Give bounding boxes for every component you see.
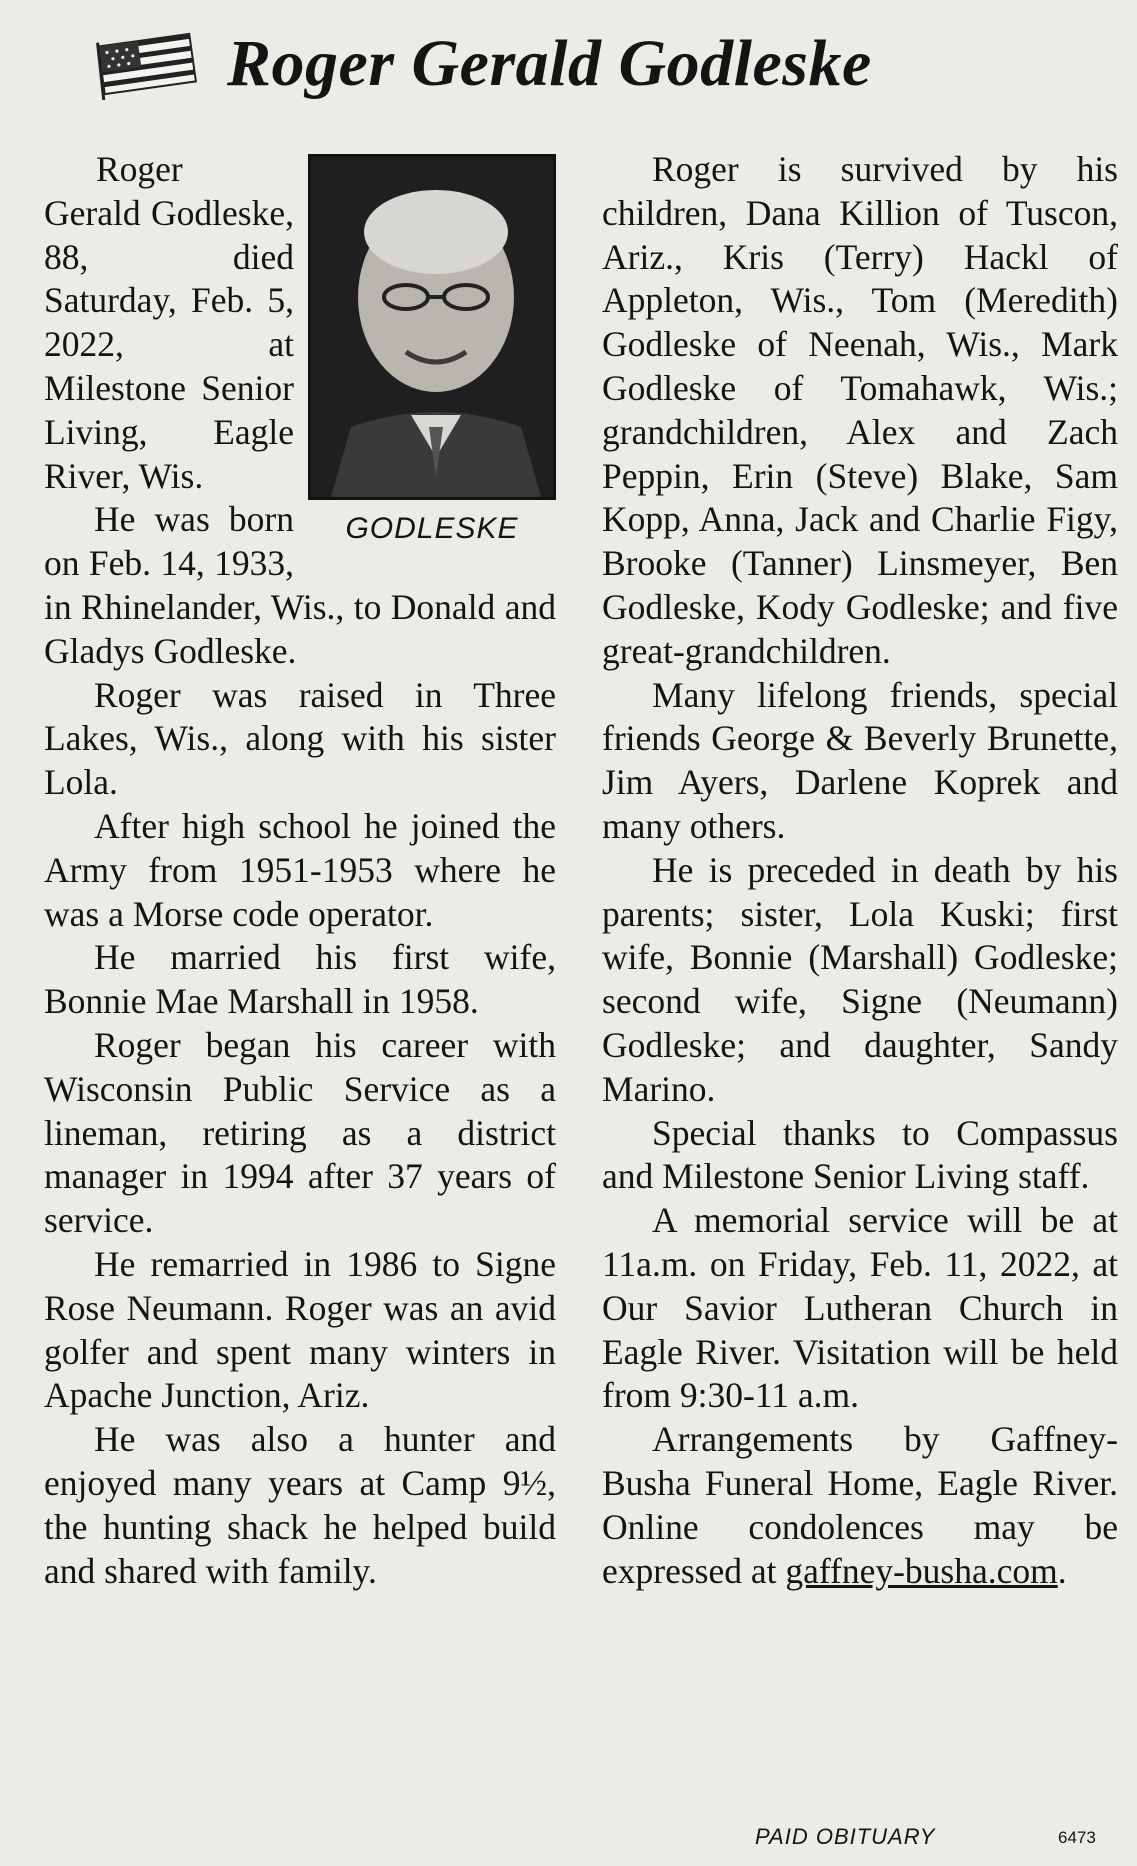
paragraph-hunting: He was also a hunter and enjoyed many years at Camp 9½, the hunting shack he helped build and shared with family. <box>44 1419 556 1591</box>
paragraph-army: After high school he joined the Army from 1951-1953 where he was a Morse code operator. <box>44 805 556 934</box>
paragraph-arrangements <box>602 1418 1118 1593</box>
lead-name: Roger <box>96 149 183 189</box>
right-column <box>602 148 1118 1593</box>
paragraph-career: Roger began his career with Wisconsin Public Service as a lineman, retiring as a district manager in 1994 after 37 years of service. <box>44 1024 556 1241</box>
ad-code: 6473 <box>1058 1828 1096 1847</box>
funeral-home-link[interactable]: gaffney-busha.com <box>785 1550 1058 1591</box>
obituary-footer <box>0 1818 1137 1858</box>
left-column <box>44 148 556 1593</box>
arrangements-text: Arrangements by Gaffney-Busha Funeral Home, Eagle River. Online condolences may be expressed at <box>602 1419 1118 1591</box>
paragraph-preceded: He is preceded in death by his parents; sister, Lola Kuski; first wife, Bonnie (Marshall) Godleske; second wife, Signe (Neumann) Godleske; and daughter, Sandy Marino. <box>602 849 1118 1109</box>
paragraph-thanks: Special thanks to Compassus and Milestone Senior Living staff. <box>602 1112 1118 1197</box>
portrait <box>308 154 556 545</box>
photo-caption: GODLESKE <box>345 512 519 545</box>
paid-obituary-label: PAID OBITUARY <box>755 1824 936 1849</box>
paragraph-birth: He was born on Feb. 14, 1933, in Rhinelander, Wis., to Donald and Gladys Godleske. <box>44 499 556 671</box>
american-flag-icon <box>95 28 200 100</box>
obituary-title: Roger Gerald Godleske <box>227 27 872 100</box>
paragraph-survivors: Roger is survived by his children, Dana Killion of Tuscon, Ariz., Kris (Terry) Hackl of Appleton, Wis., Tom (Meredith) Godleske of Neenah, Wis., Mark Godleske of Tomahawk, Wis.; grandchildren, Alex and Zach Peppin, Erin (Steve) Blake, Sam Kopp, Anna, Jack and Charlie Figy, Brooke (Tanner) Linsmeyer, Ben Godleske, Kody Godleske; and five great-grandchildren. <box>602 149 1118 671</box>
paragraph-memorial: A memorial service will be at 11a.m. on Friday, Feb. 11, 2022, at Our Savior Lutheran Church in Eagle River. Visitation will be held from 9:30-11 a.m. <box>602 1200 1118 1416</box>
paragraph-marriage: He married his first wife, Bonnie Mae Marshall in 1958. <box>44 937 556 1022</box>
paragraph-raised: Roger was raised in Three Lakes, Wis., along with his sister Lola. <box>44 674 556 803</box>
arrangements-end: . <box>1057 1550 1067 1591</box>
lead-text: Gerald Godleske, 88, died Saturday, Feb. 5, 2022, at Milestone Senior Living, Eagle River, Wis. <box>44 192 294 496</box>
portrait-photo <box>308 154 556 500</box>
paragraph-remarried: He remarried in 1986 to Signe Rose Neumann. Roger was an avid golfer and spent many winters in Apache Junction, Ariz. <box>44 1243 556 1416</box>
paragraph-friends: Many lifelong friends, special friends George & Beverly Brunette, Jim Ayers, Darlene Koprek and many others. <box>602 674 1118 846</box>
obituary-header <box>95 22 1095 112</box>
